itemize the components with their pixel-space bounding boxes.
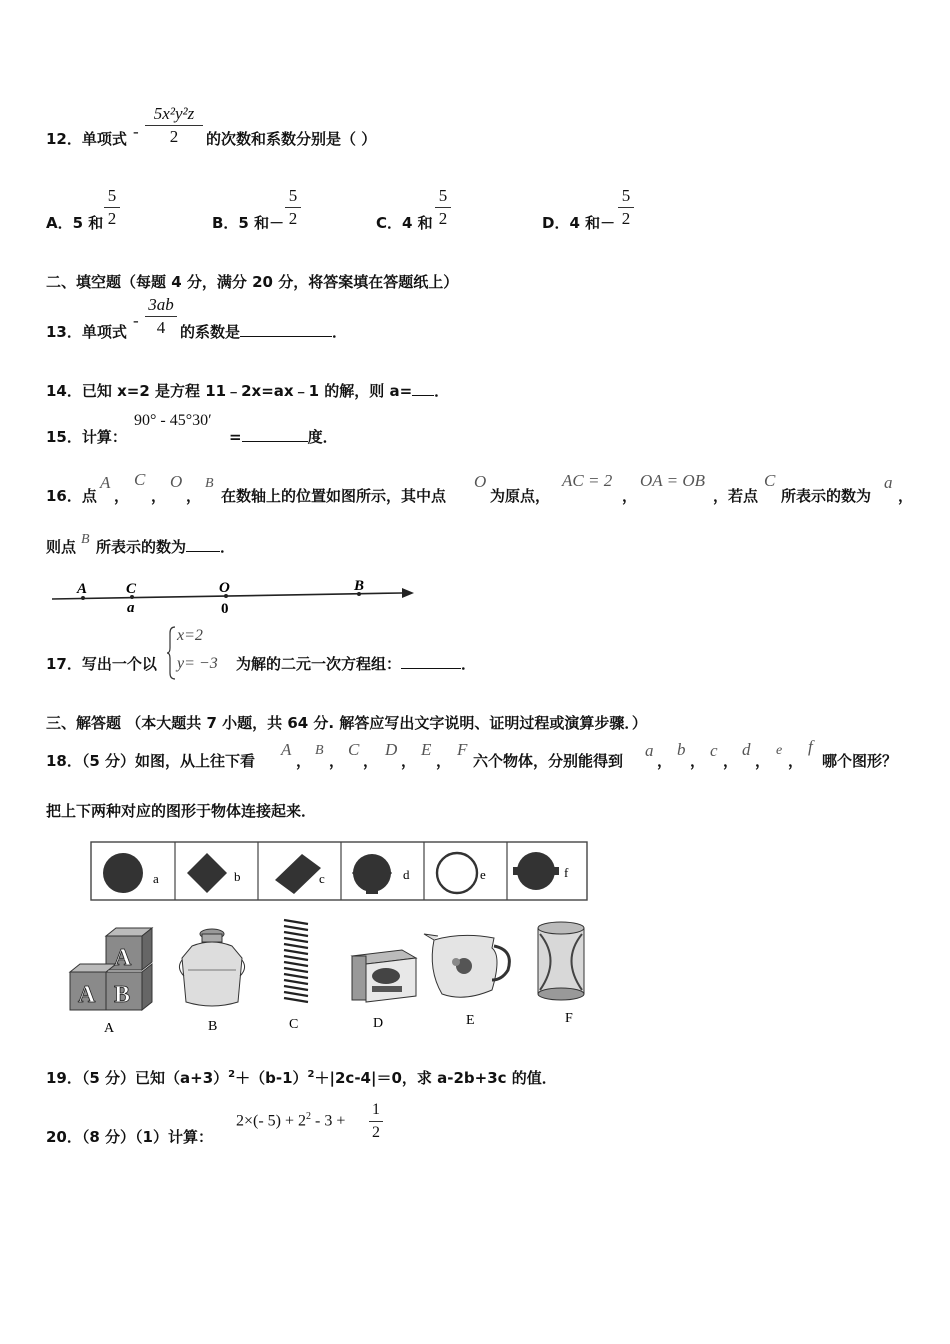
number-line-figure bbox=[46, 574, 426, 618]
q18-obj-c: C bbox=[348, 740, 360, 759]
q12-option-b-fraction: 5 2 bbox=[285, 186, 301, 229]
shape-a-circle bbox=[103, 853, 143, 893]
shape-b-label: b bbox=[234, 869, 241, 884]
cube-letter-right: B bbox=[114, 982, 131, 1008]
q15-expression: 90° - 45°30′ bbox=[134, 412, 212, 429]
q16-text1: 在数轴上的位置如图所示，其中点 bbox=[221, 487, 447, 505]
q12-option-a-fraction: 5 2 bbox=[104, 186, 120, 229]
q12-fraction bbox=[145, 104, 203, 147]
object-d-label: D bbox=[373, 1016, 384, 1031]
q16-answer-blank[interactable] bbox=[186, 551, 220, 552]
q17-eq1: x=2 bbox=[177, 627, 203, 644]
q19-line: 19．（5 分）已知$(a+3)^2+(b-1)^2+|2c-4|=0$，求 a-2b+3c 的值． bbox=[46, 1069, 557, 1087]
top-view-shapes-table bbox=[90, 840, 590, 904]
q13-minus: - bbox=[133, 311, 139, 330]
q15-line: 15．计算： bbox=[46, 428, 127, 446]
q17-answer-blank[interactable] bbox=[401, 668, 461, 669]
q18-shape-f: f bbox=[808, 737, 813, 756]
axis-below-zero: 0 bbox=[221, 601, 229, 617]
q12-denominator: 2 bbox=[169, 127, 179, 146]
object-f-label: F bbox=[565, 1011, 573, 1026]
object-b-jar bbox=[179, 929, 244, 1006]
q18-line2: 把上下两种对应的图形于物体连接起来． bbox=[46, 802, 317, 820]
q13-fraction: 3ab 4 bbox=[145, 295, 177, 338]
q13-answer-blank[interactable] bbox=[240, 336, 332, 337]
object-e-pitcher bbox=[424, 934, 509, 997]
axis-label-c: C bbox=[126, 581, 137, 597]
q13-line: 13．单项式 bbox=[46, 323, 127, 341]
shape-f-label: f bbox=[564, 865, 569, 880]
axis-label-o: O bbox=[219, 580, 230, 596]
q16-var-a: a bbox=[884, 473, 893, 492]
q18-obj-b: B bbox=[315, 743, 324, 758]
q20-fraction: 1 2 bbox=[369, 1100, 383, 1143]
q18-obj-e: E bbox=[421, 740, 432, 759]
q16-point-c2: C bbox=[764, 471, 776, 490]
q18-text2: 六个物体，分别能得到 bbox=[473, 752, 624, 770]
q20-expression: 2×(- $5) + 2^2 - 3$ + bbox=[236, 1111, 346, 1130]
shape-d-label: d bbox=[403, 867, 410, 882]
q12-line bbox=[46, 128, 127, 149]
q16-point-o: O bbox=[170, 472, 183, 491]
q16-point-b: B bbox=[205, 476, 214, 491]
q12-number: 12． bbox=[46, 130, 82, 148]
q12-option-c: C．4 和 bbox=[376, 214, 433, 232]
q16-text3: ，若点 bbox=[713, 487, 759, 505]
number-line-arrow bbox=[402, 588, 414, 598]
shape-e-circle bbox=[437, 853, 477, 893]
q16-point-b2: B bbox=[81, 532, 90, 547]
cube-letter-left: A bbox=[78, 982, 96, 1008]
q12-prefix: 单项式 bbox=[81, 130, 127, 148]
q18-text3: 哪个图形？ bbox=[822, 752, 898, 770]
q18-obj-d: D bbox=[385, 740, 398, 759]
q12-option-c-fraction: 5 2 bbox=[435, 186, 451, 229]
object-c-label: C bbox=[289, 1017, 299, 1032]
q15-answer-blank[interactable] bbox=[242, 441, 308, 442]
q18-shape-d: d bbox=[742, 740, 751, 759]
q12-suffix: 的次数和系数分别是（ ） bbox=[206, 130, 377, 148]
objects-figure bbox=[62, 910, 602, 1040]
q16-cond1: AC = 2 bbox=[562, 471, 613, 490]
object-b-label: B bbox=[208, 1019, 218, 1034]
q12-numerator: 5x²y²z bbox=[153, 104, 195, 123]
q16-point-o2: O bbox=[474, 472, 487, 491]
section2-title: 二、填空题（每题 4 分，满分 20 分，将答案填在答题纸上） bbox=[46, 273, 459, 291]
q16-line1: 16．点 bbox=[46, 487, 97, 505]
q16-line2-rest: 所表示的数为 ． bbox=[96, 538, 236, 556]
q16-text4: 所表示的数为 bbox=[781, 487, 872, 505]
q12-option-d-fraction: 5 2 bbox=[618, 186, 634, 229]
axis-label-a: A bbox=[77, 581, 88, 597]
object-a-label: A bbox=[104, 1021, 115, 1036]
axis-below-a: a bbox=[127, 600, 135, 616]
q17-brace bbox=[166, 626, 176, 680]
q18-shape-a: a bbox=[645, 741, 654, 760]
object-c-spring bbox=[284, 920, 308, 1002]
q16-line2: 则点 bbox=[46, 538, 77, 556]
q18-text1: 18．（5 分）如图，从上往下看 bbox=[46, 752, 256, 770]
q18-shape-b: b bbox=[677, 740, 686, 759]
q16-text2: 为原点， bbox=[490, 487, 551, 505]
object-e-label: E bbox=[466, 1013, 475, 1028]
q17-eq2: y= −3 bbox=[177, 655, 218, 672]
q18-obj-f: F bbox=[457, 740, 468, 759]
q18-shape-e: e bbox=[776, 743, 783, 758]
object-f-cylinder bbox=[538, 922, 584, 1000]
q14-answer-blank[interactable] bbox=[412, 395, 434, 396]
shape-a-label: a bbox=[153, 871, 159, 886]
q16-point-c: C bbox=[134, 470, 146, 489]
axis-label-b: B bbox=[354, 578, 365, 594]
q16-cond2: OA = OB bbox=[640, 471, 705, 490]
shape-e-label: e bbox=[480, 867, 486, 882]
shape-c-label: c bbox=[319, 871, 325, 886]
q12-minus: - bbox=[133, 122, 139, 141]
q18-obj-a: A bbox=[281, 740, 292, 759]
q17-suffix: 为解的二元一次方程组： ． bbox=[236, 655, 477, 673]
q16-point-a: A bbox=[100, 473, 111, 492]
q17-line: 17．写出一个以 bbox=[46, 655, 157, 673]
object-a-cubes bbox=[70, 928, 152, 1010]
q12-option-b: B．5 和－ bbox=[212, 214, 285, 232]
q13-suffix: 的系数是 ． bbox=[180, 323, 348, 341]
q15-answer: = 度． bbox=[229, 428, 338, 446]
q20-line: 20．（8 分）（1）计算： bbox=[46, 1128, 213, 1146]
q12-option-a: A．5 和 bbox=[46, 214, 104, 232]
q12-option-d: D．4 和－ bbox=[542, 214, 616, 232]
section3-title: 三、解答题 （本大题共 7 小题，共 64 分. 解答应写出文字说明、证明过程或演算步骤．） bbox=[46, 714, 647, 732]
q18-shape-c: c bbox=[710, 741, 718, 760]
q14-line: 14．已知 x=2 是方程 11﹣2x=ax﹣1 的解，则 a= ． bbox=[46, 382, 450, 400]
object-d-box bbox=[352, 950, 416, 1002]
cube-letter-top: A bbox=[114, 945, 132, 971]
